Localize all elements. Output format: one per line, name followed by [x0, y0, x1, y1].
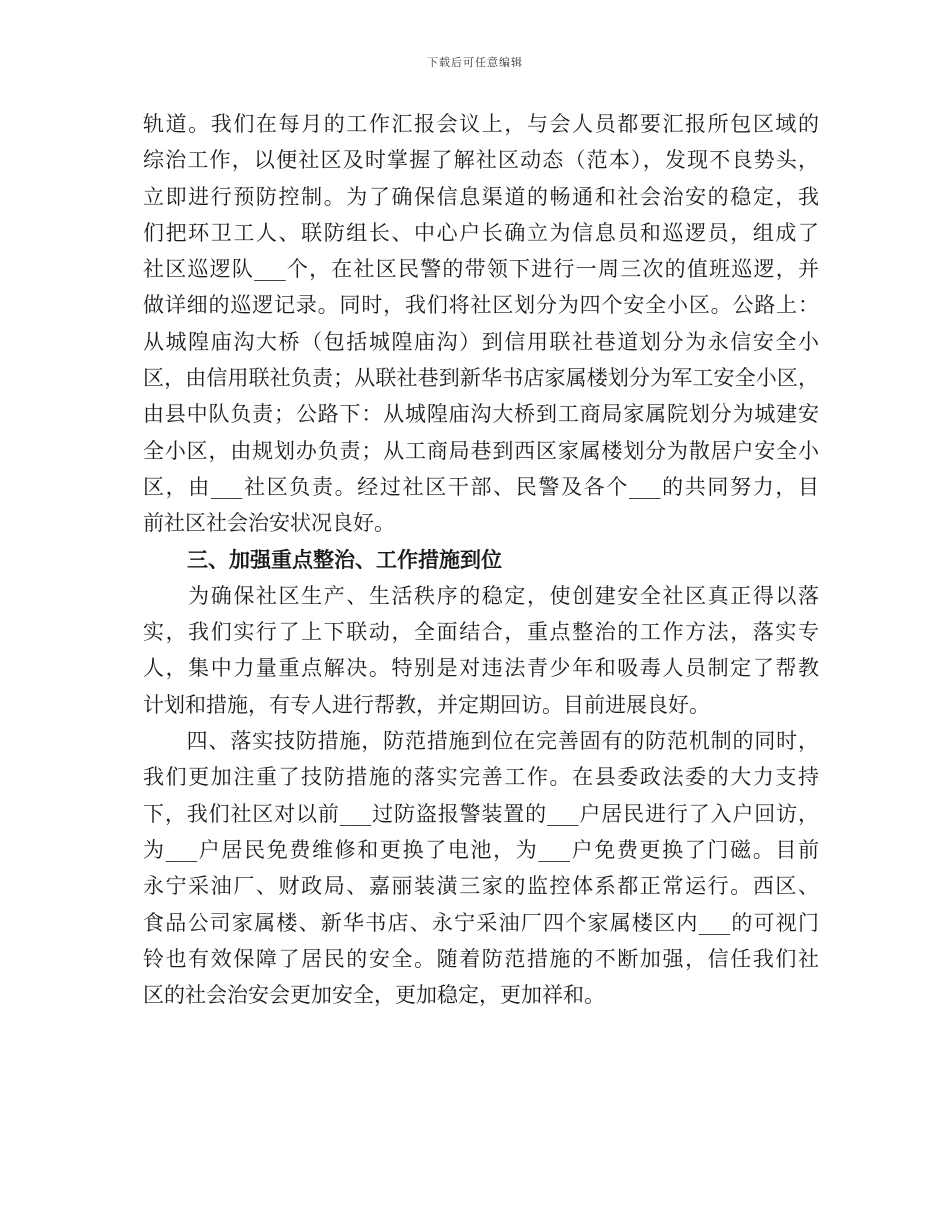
text-line: 食品公司家属楼、新华书店、永宁采油厂四个家属楼区内___的可视门 [143, 910, 819, 935]
text-line: 从城隍庙沟大桥（包括城隍庙沟）到信用联社巷道划分为永信安全小 [143, 329, 819, 354]
paragraph-1 [143, 106, 819, 542]
text-line: 为确保社区生产、生活秩序的稳定，使创建安全社区真正得以落 [143, 583, 819, 608]
text-line: 人，集中力量重点解决。特别是对违法青少年和吸毒人员制定了帮教 [143, 656, 819, 681]
text-line: 铃也有效保障了居民的安全。随着防范措施的不断加强，信任我们社 [143, 946, 819, 971]
text-line: 综治工作，以便社区及时掌握了解社区动态（范本），发现不良势头， [143, 148, 819, 173]
text-line: 做详细的巡逻记录。同时，我们将社区划分为四个安全小区。公路上： [143, 293, 819, 318]
document-body [143, 106, 819, 1013]
text-line: 实，我们实行了上下联动，全面结合，重点整治的工作方法，落实专 [143, 620, 819, 645]
text-line: 立即进行预防控制。为了确保信息渠道的畅通和社会治安的稳定，我 [143, 184, 819, 209]
text-line: 社区巡逻队___个，在社区民警的带领下进行一周三次的值班巡逻，并 [143, 257, 819, 282]
text-line: 区，由___社区负责。经过社区干部、民警及各个___的共同努力，目 [143, 474, 819, 499]
text-line: 由县中队负责；公路下：从城隍庙沟大桥到工商局家属院划分为城建安 [143, 402, 819, 427]
text-line: 区，由信用联社负责；从联社巷到新华书店家属楼划分为军工安全小区， [143, 366, 819, 391]
section-heading: 三、加强重点整治、工作措施到位 [187, 546, 502, 572]
text-line: 永宁采油厂、财政局、嘉丽装潢三家的监控体系都正常运行。西区、 [143, 874, 819, 899]
text-line: 全小区，由规划办负责；从工商局巷到西区家属楼划分为散居户安全小 [143, 438, 819, 463]
text-line: 区的社会治安会更加安全，更加稳定，更加祥和。 [143, 983, 605, 1008]
paragraph-3 [143, 578, 819, 723]
text-line: 计划和措施，有专人进行帮教，并定期回访。目前进展良好。 [143, 692, 710, 717]
text-line: 我们更加注重了技防措施的落实完善工作。在县委政法委的大力支持 [143, 765, 819, 790]
text-line: 为___户居民免费维修和更换了电池，为___户免费更换了门磁。目前 [143, 837, 819, 862]
text-line: 下，我们社区对以前___过防盗报警装置的___户居民进行了入户回访， [143, 801, 819, 826]
text-line: 前社区社会治安状况良好。 [143, 511, 395, 536]
paragraph-4 [143, 723, 819, 1013]
text-line: 轨道。我们在每月的工作汇报会议上，与会人员都要汇报所包区域的 [143, 112, 819, 136]
text-line: 们把环卫工人、联防组长、中心户长确立为信息员和巡逻员，组成了 [143, 220, 819, 245]
page-header: 下载后可任意编辑 [427, 56, 523, 69]
text-line: 四、落实技防措施，防范措施到位在完善固有的防范机制的同时， [143, 729, 819, 754]
